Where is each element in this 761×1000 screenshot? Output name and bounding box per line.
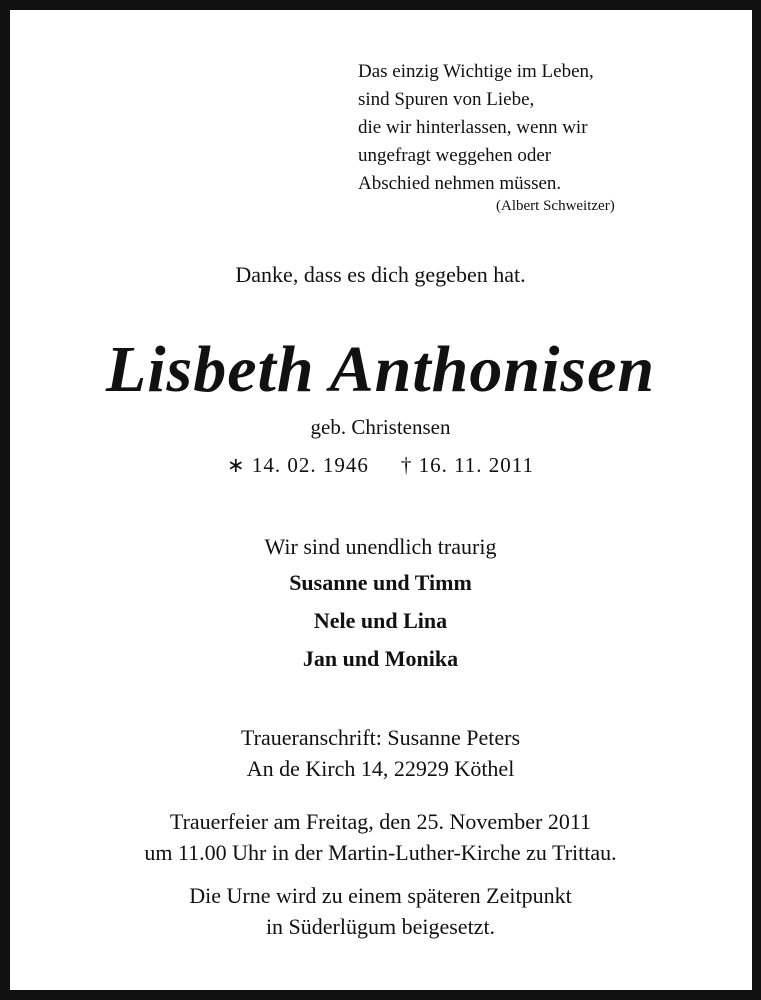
mourner-name: Jan und Monika <box>302 646 459 671</box>
mourning-address-line: An de Kirch 14, 22929 Köthel <box>246 756 515 781</box>
quote-line: Abschied nehmen müssen. <box>358 173 562 194</box>
deceased-name: Lisbeth Anthonisen <box>105 333 656 406</box>
funeral-info-line: Trauerfeier am Freitag, den 25. November 2011 <box>169 809 592 834</box>
urn-info-line: Die Urne wird zu einem späteren Zeitpunkt <box>189 883 572 908</box>
quote-block <box>358 58 678 198</box>
mourner-name: Susanne und Timm <box>289 570 472 595</box>
maiden-name: geb. Christensen <box>310 415 451 439</box>
urn-info-line: in Süderlügum beigesetzt. <box>265 914 496 939</box>
life-dates <box>0 453 761 478</box>
quote-line: Das einzig Wichtige im Leben, <box>358 61 594 82</box>
quote-line: sind Spuren von Liebe, <box>358 89 535 110</box>
mourner-name: Nele und Lina <box>313 608 448 633</box>
mourners-intro: Wir sind unendlich traurig <box>264 534 497 559</box>
mourning-address-line: Traueranschrift: Susanne Peters <box>240 725 521 750</box>
birth-date: ∗ 14. 02. 1946 <box>226 453 369 477</box>
quote-line: ungefragt weggehen oder <box>358 145 552 166</box>
quote-author: (Albert Schweitzer) <box>496 198 615 214</box>
quote-line: die wir hinterlassen, wenn wir <box>358 117 588 138</box>
funeral-info-line: um 11.00 Uhr in der Martin-Luther-Kirche zu Trittau. <box>144 840 617 865</box>
death-date: † 16. 11. 2011 <box>400 453 535 477</box>
thanks-line: Danke, dass es dich gegeben hat. <box>235 262 526 287</box>
